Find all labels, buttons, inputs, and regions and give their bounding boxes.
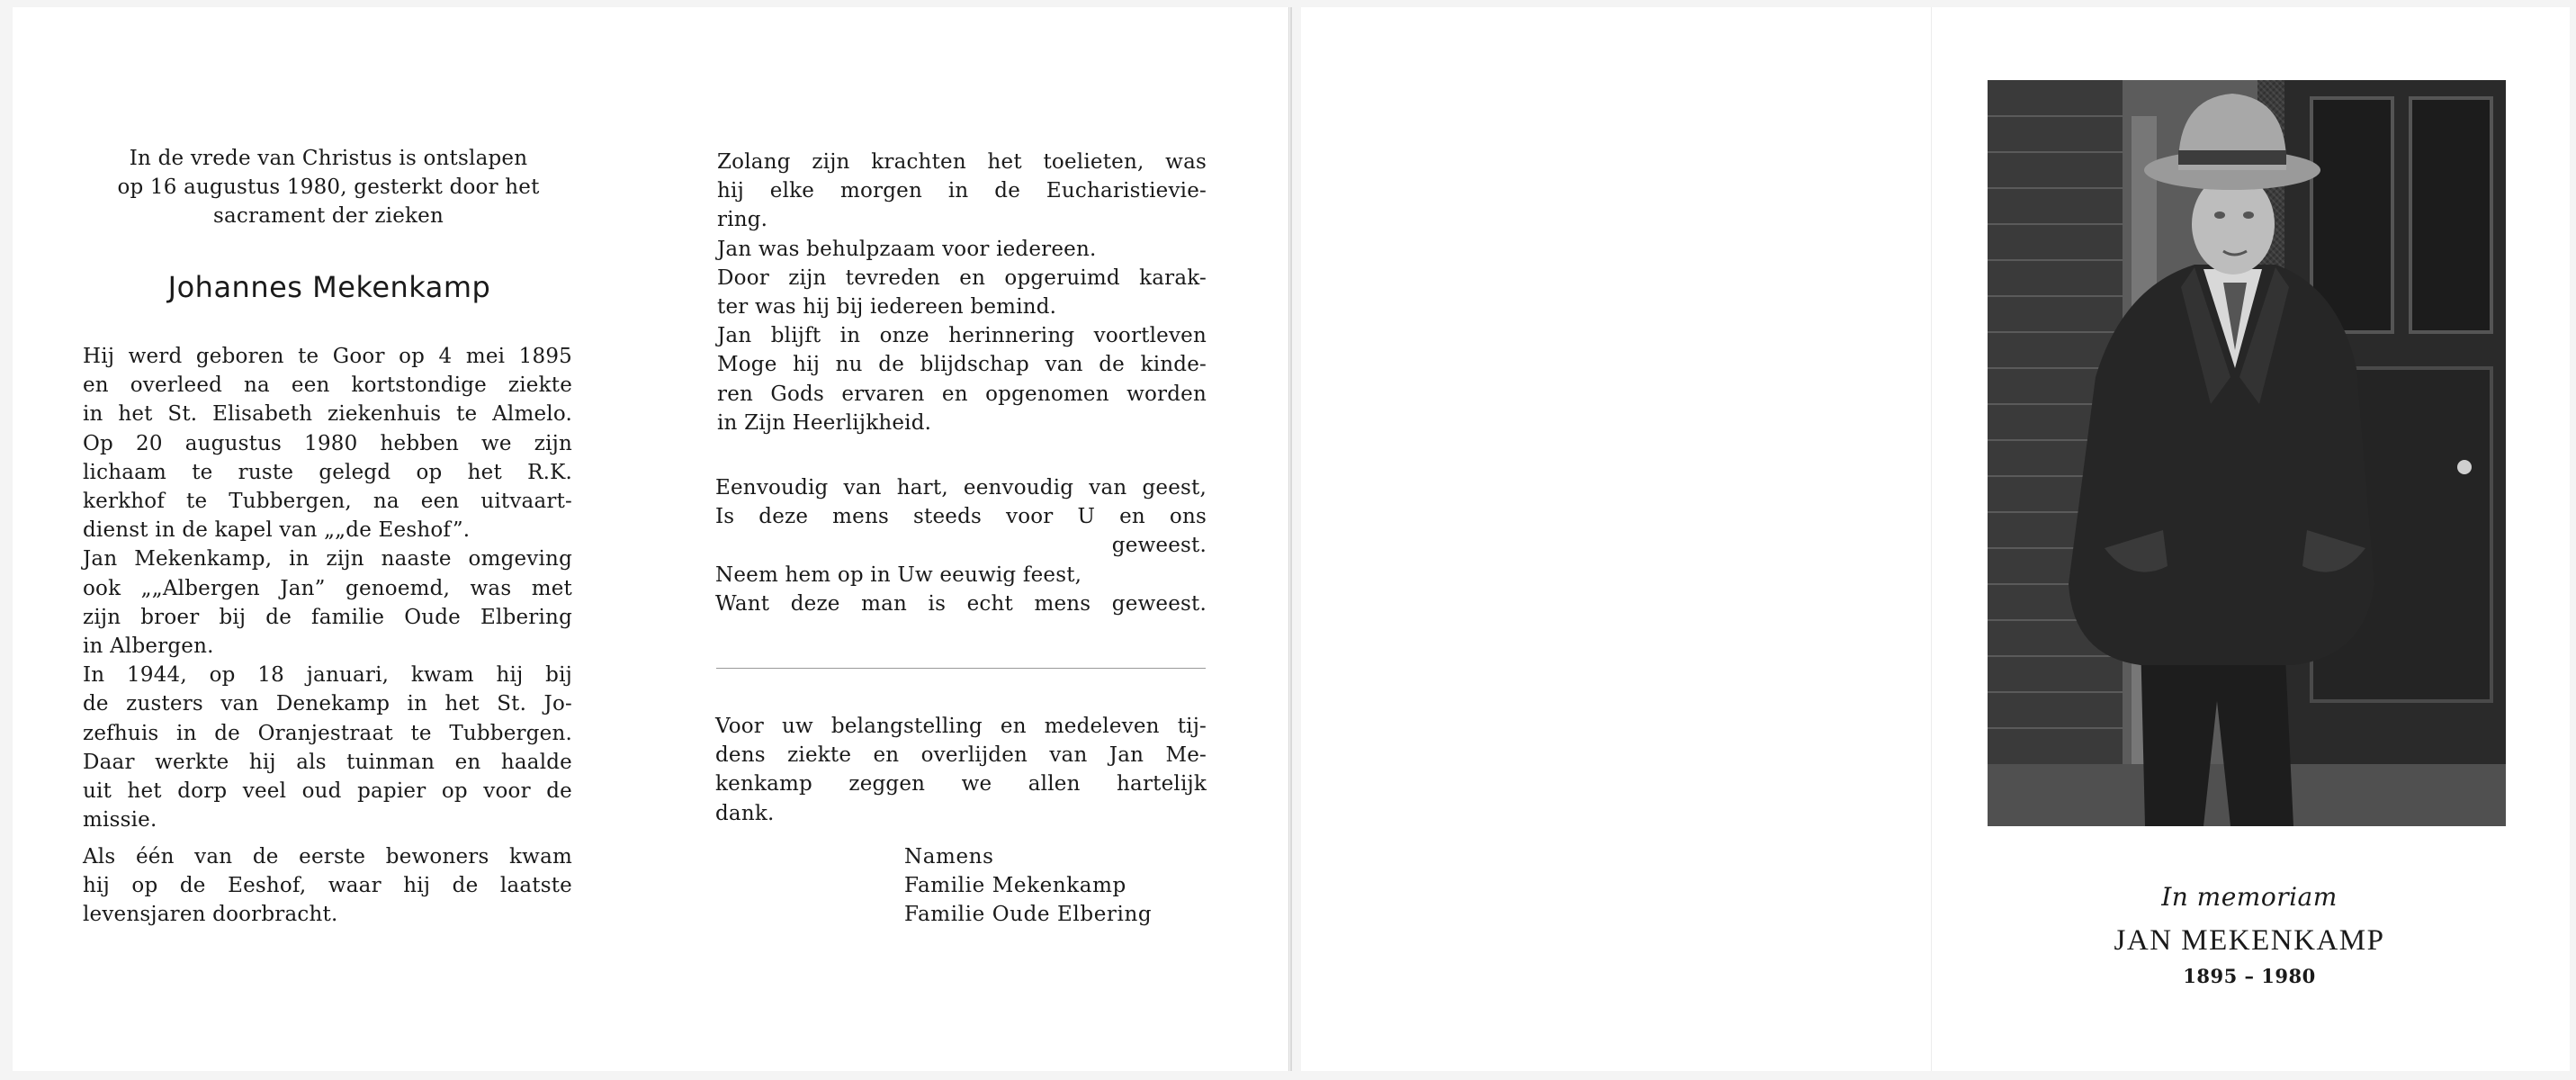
card-fold	[1931, 7, 1932, 1071]
text-line: ring.	[717, 208, 768, 232]
text-line: Zolang zijn krachten het toelieten, was	[717, 150, 1207, 174]
bio-line: kerkhof te Tubbergen, na een uitvaart-	[83, 490, 572, 514]
bio-line: Als één van de eerste bewoners kwam	[83, 845, 572, 868]
poem-line: Neem hem op in Uw eeuwig feest,	[715, 562, 1082, 587]
bio-line: en overleed na een kortstondige ziekte	[83, 374, 572, 398]
intro-line: sacrament der zieken	[213, 204, 444, 229]
intro-text	[74, 144, 583, 231]
bio-line: missie.	[83, 808, 157, 832]
biography-paragraph	[83, 342, 572, 834]
text-line: Door zijn tevreden en opgeruimd karak-	[717, 266, 1207, 290]
bio-line: in Albergen.	[83, 634, 214, 659]
remembrance-paragraph	[717, 148, 1207, 437]
text-line: in Zijn Heerlijkheid.	[717, 410, 932, 435]
text-line: Moge hij nu de blijdschap van de kinde-	[717, 353, 1207, 377]
bio-line: In 1944, op 18 januari, kwam hij bij	[83, 663, 572, 688]
signature-line: Familie Mekenkamp	[904, 874, 1126, 898]
biography-closing	[83, 842, 572, 930]
intro-line: In de vrede van Christus is ontslapen	[129, 147, 528, 170]
poem	[715, 473, 1207, 618]
bio-line: ook „„Albergen Jan” genoemd, was met	[83, 576, 572, 600]
text-line: ter was hij bij iedereen bemind.	[717, 295, 1057, 320]
bio-line: de zusters van Denekamp in het St. Jo-	[83, 692, 572, 716]
thanks-paragraph	[715, 712, 1207, 828]
text-line: ren Gods ervaren en opgenomen worden	[717, 382, 1207, 406]
section-divider	[716, 668, 1206, 669]
portrait-illustration	[1988, 80, 2506, 826]
signature-line: Namens	[904, 845, 994, 868]
text-line: dens ziekte en overlijden van Jan Me-	[715, 743, 1207, 768]
memorial-name: JAN MEKENKAMP	[2114, 924, 2385, 957]
text-line: Jan was behulpzaam voor iedereen.	[717, 237, 1097, 261]
signature-line: Familie Oude Elbering	[904, 903, 1153, 927]
bio-line: zijn broer bij de familie Oude Elbering	[83, 605, 572, 629]
bio-line: zefhuis in de Oranjestraat te Tubbergen.	[83, 721, 572, 745]
deceased-name-heading: Johannes Mekenkamp	[167, 270, 491, 304]
bio-line: Daar werkte hij als tuinman en haalde	[83, 750, 572, 774]
poem-line: Eenvoudig van hart, eenvoudig van geest,	[715, 476, 1207, 500]
bio-line: Jan Mekenkamp, in zijn naaste omgeving	[83, 547, 572, 572]
text-line: Voor uw belangstelling en medeleven tij-	[715, 715, 1207, 738]
bio-line: hij op de Eeshof, waar hij de laatste	[83, 874, 572, 898]
poem-line: geweest.	[1111, 534, 1207, 558]
memorial-years: 1895 – 1980	[2183, 965, 2316, 987]
poem-line: Is deze mens steeds voor U en ons	[715, 505, 1207, 529]
signature-block	[904, 842, 1210, 930]
bio-line: dienst in de kapel van „„de Eeshof”.	[83, 518, 471, 543]
bio-line: lichaam te ruste gelegd op het R.K.	[83, 460, 572, 484]
bio-line: in het St. Elisabeth ziekenhuis te Almelo.	[83, 402, 572, 427]
intro-line: op 16 augustus 1980, gesterkt door het	[117, 176, 540, 200]
text-line: hij elke morgen in de Eucharistievie-	[717, 179, 1207, 203]
poem-line: Want deze man is echt mens geweest.	[715, 591, 1207, 616]
text-line: Jan blijft in onze herinnering voortleven	[717, 324, 1207, 348]
bio-line: levensjaren doorbracht.	[83, 903, 338, 927]
bio-line: Op 20 augustus 1980 hebben we zijn	[83, 431, 572, 455]
memorial-portrait-photo	[1988, 80, 2506, 826]
in-memoriam-label: In memoriam	[2161, 882, 2338, 912]
text-line: kenkamp zeggen we allen hartelijk	[715, 772, 1207, 796]
text-line: dank.	[715, 801, 775, 825]
sheet-edge	[1290, 7, 1292, 1071]
bio-line: Hij werd geboren te Goor op 4 mei 1895	[83, 345, 572, 368]
bio-line: uit het dorp veel oud papier op voor de	[83, 779, 572, 804]
